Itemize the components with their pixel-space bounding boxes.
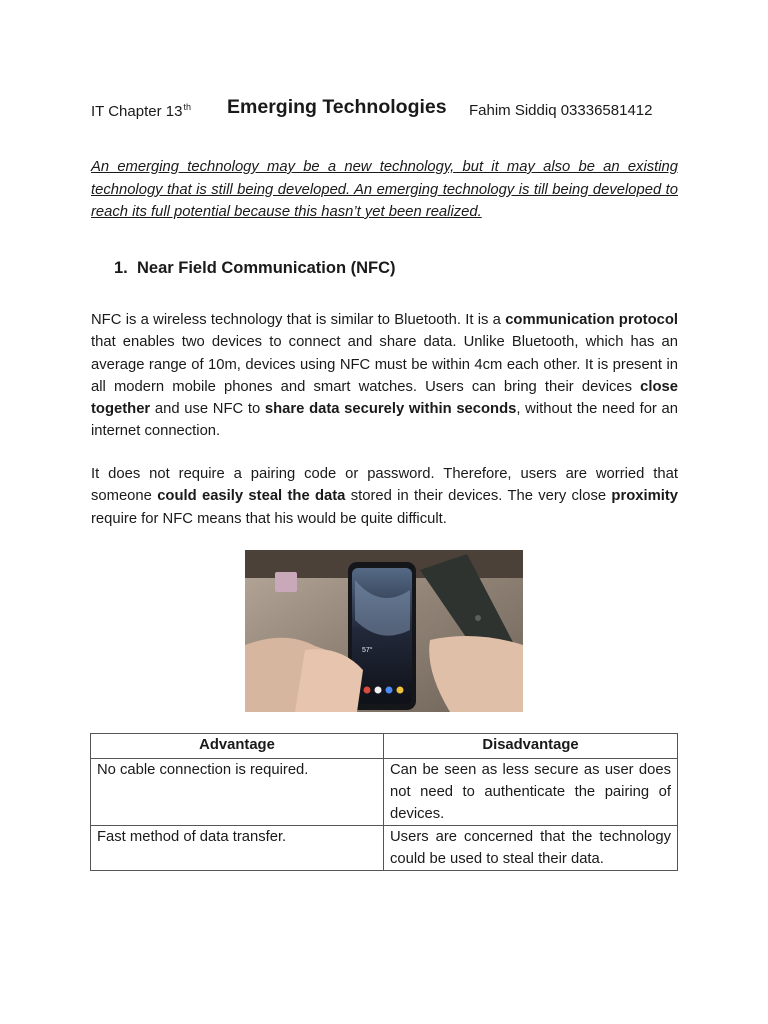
chapter-label: IT Chapter 13th (91, 102, 191, 120)
column-header-advantage: Advantage (91, 734, 384, 759)
phone-screen-time: 57° (362, 647, 373, 654)
disadvantage-cell: Can be seen as less secure as user does not need to authenticate the pairing of devices. (384, 759, 678, 826)
table-row (91, 826, 678, 871)
advantage-cell: No cable connection is required. (91, 759, 384, 826)
nfc-description-paragraph: NFC is a wireless technology that is similar to Bluetooth. It is a communication protocol that enables two devices to connect and share data. Unlike Bluetooth, which has an average range of 10m, devices using NFC must be within 4cm each other. It is present in all modern mobile phones and smart watches. Users can bring their devices close together and use NFC to share data securely within seconds, without the need for an internet connection. (91, 312, 678, 440)
background-toy (275, 572, 297, 592)
intro-paragraph: An emerging technology may be a new technology, but it may also be an existing technology that is still being developed. An emerging technology is till being developed to reach its full potential because this hasn’t yet been realized. (91, 159, 678, 220)
document-header (91, 96, 691, 126)
section-number: 1. (114, 259, 128, 277)
advantages-table (90, 733, 678, 871)
photo-illustration (245, 550, 523, 712)
two-phones-nfc-photo (245, 550, 523, 712)
table-row (91, 759, 678, 826)
disadvantage-cell: Users are concerned that the technology could be used to steal their data. (384, 826, 678, 871)
column-header-disadvantage: Disadvantage (384, 734, 678, 759)
advantage-cell: Fast method of data transfer. (91, 826, 384, 871)
document-title: Emerging Technologies (227, 96, 447, 118)
section-heading (114, 259, 396, 278)
author-contact: Fahim Siddiq 03336581412 (469, 102, 653, 119)
table-header-row (91, 734, 678, 759)
section-title: Near Field Communication (NFC) (137, 259, 396, 277)
nfc-security-paragraph: It does not require a pairing code or password. Therefore, users are worried that someone could easily steal the data stored in their devices. The very close proximity require for NFC means that his would be quite difficult. (91, 466, 679, 527)
